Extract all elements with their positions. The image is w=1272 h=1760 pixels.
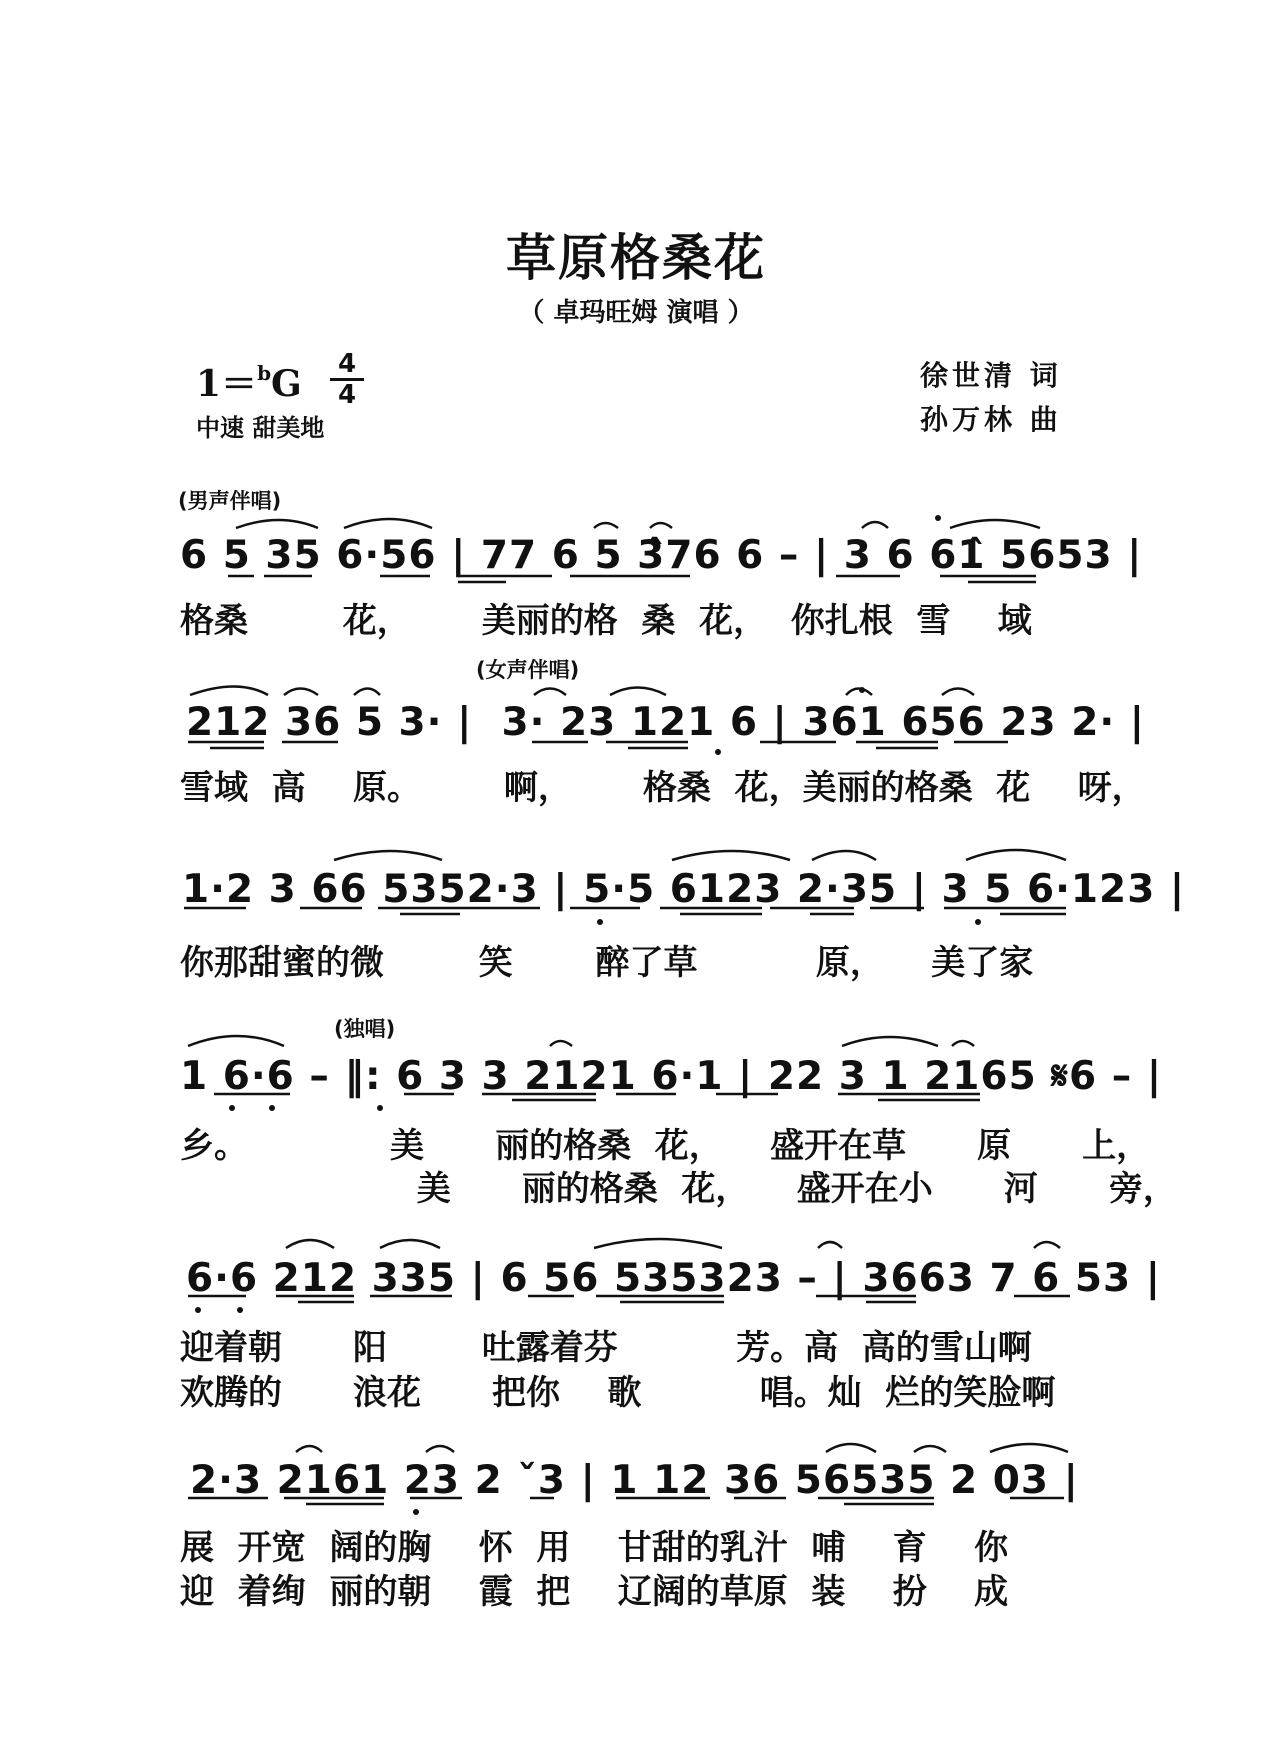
slur [284,689,318,696]
octave-dot [229,1105,235,1111]
slur [650,523,672,528]
octave-dot [269,1105,275,1111]
octave-dot [237,1307,243,1313]
slur [190,687,268,696]
slur [812,851,876,860]
slur [236,520,318,528]
composer-credit: 孙万林 曲 [920,403,1062,436]
song-title: 草原格桑花 [506,229,766,287]
octave-dot [935,515,941,521]
voice-label-solo: (独唱) [334,1017,396,1041]
slur [426,1446,454,1452]
notation-row-1: 6 5 35 6·56 | 77 6 5 3̂76 6 – | 3 6 61̂ 5653 | [180,533,1143,578]
slur [188,1036,284,1046]
slur [296,1446,322,1452]
lyric-row-6b: 迎 着绚 丽的朝 霞 把 辽阔的草原 装 扮 成 [180,1572,1009,1612]
slur [966,850,1066,860]
octave-dot [413,1509,419,1515]
octave-dot [597,919,603,925]
octave-dot [975,919,981,925]
notation-row-5: 6·6 212 335 | 6 56 535323 – | 3663 7 6 53 | [186,1256,1161,1301]
slur [594,523,618,528]
lyricist-credit: 徐世清 词 [920,359,1062,392]
notation-row-2: 212 36 5 3· | 3· 23 121 6 | 361 656 23 2· | [186,700,1145,745]
slur [942,689,974,696]
slur [610,688,666,696]
slur [286,1240,334,1248]
octave-dot [859,687,865,693]
lyric-row-6a: 展 开宽 阔的胸 怀 用 甘甜的乳汁 哺 育 你 [180,1528,1009,1568]
slur [354,689,380,696]
slur [952,1041,974,1046]
voice-label-male: (男声伴唱) [178,489,282,513]
octave-dot [715,749,721,755]
slur [846,689,872,696]
octave-dot [195,1307,201,1313]
voice-label-female: (女声伴唱) [476,658,580,682]
slur [914,1446,946,1452]
lyric-row-3: 你那甜蜜的微 笑 醉了草 原， 美了家 [180,943,1034,983]
slur [672,851,790,860]
slur [862,522,888,528]
lyric-row-5b: 欢腾的 浪花 把你 歌 唱。灿 烂的笑脸啊 [180,1373,1056,1413]
slur [950,520,1040,528]
slur [818,1242,842,1248]
time-bottom: 4 [337,380,357,410]
notation-row-6: 2·3 2161 23 2 ˇ3 | 1 12 36 56535 2 03 | [190,1458,1079,1503]
lyric-row-5a: 迎着朝 阳 吐露着芬 芳。高 高的雪山啊 [180,1328,1032,1368]
notation-row-3: 1·2 3 66 5352·3 | 5·5 6123 2·35 | 3 5 6·123 | [182,867,1186,912]
time-top: 4 [337,349,357,379]
slur [826,1444,876,1452]
lyric-row-4a: 乡。 美 丽的格桑 花， 盛开在草 原 上， [180,1126,1151,1166]
slur [1034,1242,1060,1248]
slur [842,1037,938,1046]
slur [380,1240,440,1248]
octave-dot [377,1105,383,1111]
lyric-row-4b: 美 丽的格桑 花， 盛开在小 河 旁， [180,1169,1177,1209]
tempo-marking: 中速 甜美地 [196,414,325,442]
slur [344,519,432,528]
slur [550,1041,572,1046]
lyric-row-1: 格桑 花， 美丽的格 桑 花， 你扎根 雪 域 [180,601,1032,641]
slur [594,1239,722,1248]
lyric-row-2: 雪域 高 原。 啊， 格桑 花，美丽的格桑 花 呀， [180,768,1146,808]
slur [334,851,442,860]
flat-sign: b [257,361,272,385]
slur [990,1444,1068,1452]
performer-line: （ 卓玛旺姆 演唱 ） [518,298,754,328]
key-prefix: 1＝ [196,363,258,405]
notation-row-4: 1 6·6 – ‖: 6 3 3 2121 6·1 | 22 3 1 2165 𝄋6 – | [180,1054,1163,1099]
slur [534,689,566,696]
key-note: G [271,363,302,405]
